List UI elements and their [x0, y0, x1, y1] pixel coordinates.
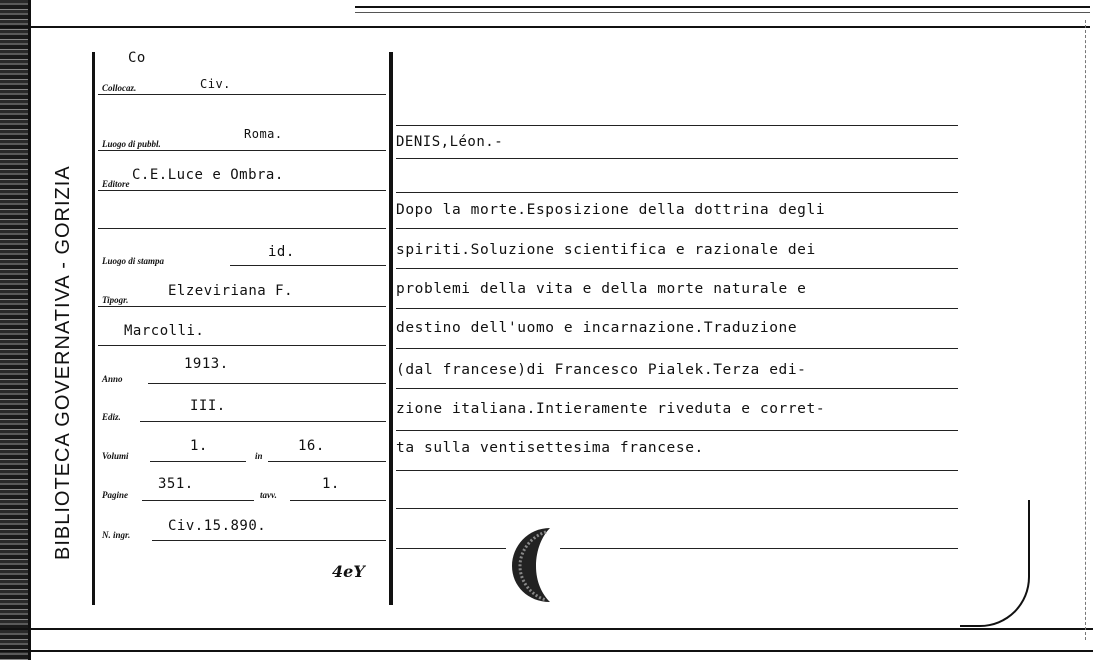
field-rule [98, 150, 386, 151]
punch-hole-mark [506, 522, 568, 608]
field-rule [98, 228, 386, 229]
description-line: ta sulla ventisettesima francese. [396, 440, 704, 456]
field-rule [230, 265, 386, 266]
field-rule [98, 94, 386, 95]
volumi-value: 1. [190, 438, 208, 454]
card-right-edge [1085, 20, 1087, 640]
text-rule [396, 508, 958, 509]
field-rule [268, 461, 386, 462]
top-rule-thin [355, 12, 1090, 13]
text-rule [396, 470, 958, 471]
collocazione-value: Civ. [200, 77, 231, 91]
in-value: 16. [298, 438, 325, 454]
text-rule [396, 192, 958, 193]
luogo-pubbl-value: Roma. [244, 127, 283, 141]
footer-rule-lower [0, 650, 1093, 652]
description-line: spiriti.Soluzione scientifica e razionale dei [396, 242, 816, 258]
text-rule [396, 388, 958, 389]
luogo-pubbl-label: Luogo di pubbl. [102, 139, 161, 149]
collocazione-label: Collocaz. [102, 83, 137, 93]
top-rule [355, 6, 1090, 8]
handwritten-note: 4eY [332, 562, 365, 581]
editore-value: C.E.Luce e Ombra. [132, 167, 284, 183]
n-ingr-label: N. ingr. [102, 530, 131, 540]
field-rule [98, 190, 386, 191]
field-rule [98, 306, 386, 307]
description-line: zione italiana.Intieramente riveduta e corret- [396, 401, 826, 417]
text-rule [396, 430, 958, 431]
pagine-value: 351. [158, 476, 194, 492]
header-rule [0, 26, 1090, 28]
luogo-stampa-value: id. [268, 244, 295, 260]
text-rule [396, 268, 958, 269]
tavole-label: tavv. [260, 490, 277, 500]
library-name: BIBLIOTECA GOVERNATIVA - GORIZIA [52, 165, 74, 560]
text-rule [396, 548, 506, 549]
column-divider [389, 52, 393, 605]
text-rule [396, 125, 958, 126]
text-rule [560, 548, 958, 549]
footer-rule [0, 628, 1093, 630]
tipogr-value: Elzeviriana F. [168, 283, 294, 299]
n-ingr-value: Civ.15.890. [168, 518, 267, 534]
description-line: problemi della vita e della morte naturale e [396, 281, 807, 297]
text-rule [396, 228, 958, 229]
field-rule [152, 540, 386, 541]
author-heading: DENIS,Léon.- [396, 134, 504, 150]
field-rule [290, 500, 386, 501]
field-rule [148, 383, 386, 384]
description-line: (dal francese)di Francesco Pialek.Terza edi- [396, 362, 807, 378]
card-corner-curve [960, 500, 1030, 627]
ediz-value: III. [190, 398, 226, 414]
description-line: destino dell'uomo e incarnazione.Traduzione [396, 320, 798, 336]
left-margin-rule [92, 52, 95, 605]
volumi-label: Volumi [102, 451, 129, 461]
field-rule [98, 345, 386, 346]
tipogr-label: Tipogr. [102, 295, 129, 305]
tipogr-value-continued: Marcolli. [124, 323, 205, 339]
pagine-label: Pagine [102, 490, 128, 500]
field-rule [140, 421, 386, 422]
in-label: in [255, 451, 263, 461]
tavole-value: 1. [322, 476, 340, 492]
field-rule [150, 461, 246, 462]
editore-label: Editore [102, 179, 130, 189]
collocazione-prefix: Co [128, 50, 146, 66]
text-rule [396, 158, 958, 159]
text-rule [396, 348, 958, 349]
card-torn-edge [0, 0, 30, 660]
luogo-stampa-label: Luogo di stampa [102, 256, 165, 266]
field-rule [142, 500, 254, 501]
anno-value: 1913. [184, 356, 229, 372]
description-line: Dopo la morte.Esposizione della dottrina degli [396, 202, 826, 218]
anno-label: Anno [102, 374, 123, 384]
ediz-label: Ediz. [102, 412, 121, 422]
text-rule [396, 308, 958, 309]
